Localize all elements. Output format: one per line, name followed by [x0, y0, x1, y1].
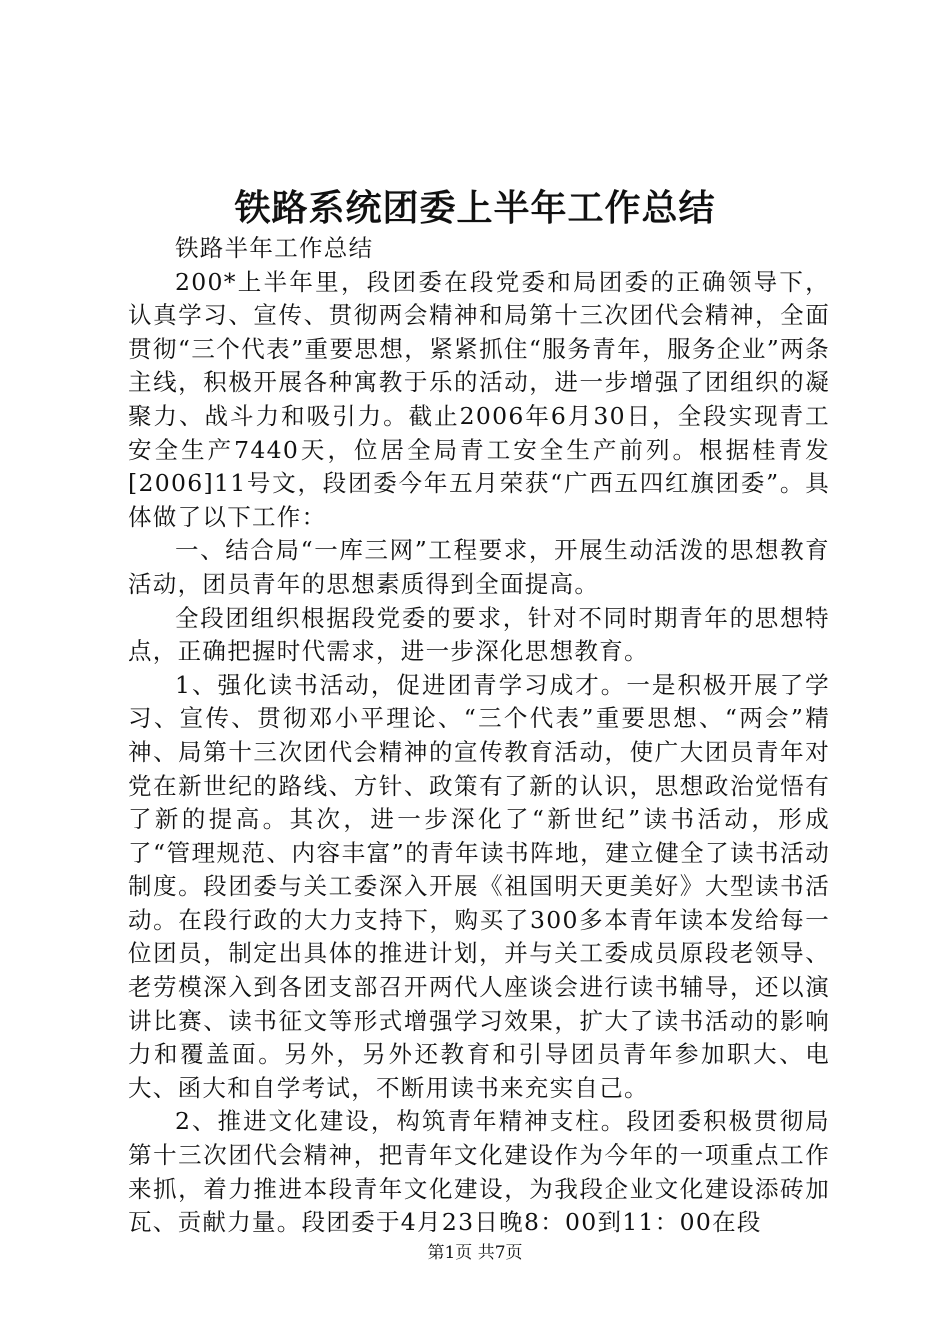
paragraph-reading-activity: 1、强化读书活动，促进团青学习成才。一是积极开展了学习、宣传、贯彻邓小平理论、“三个代表”重要思想、“两会”精神、局第十三次团代会精神的宣传教育活动，使广大团员青年对党在新世纪的路线、方针、政策有了新的认识，思想政治觉悟有了新的提高。其次，进一步深化了“新世纪”读书活动，形成了“管理规范、内容丰富”的青年读书阵地，建立健全了读书活动制度。段团委与关工委深入开展《祖国明天更美好》大型读书活动。在段行政的大力支持下，购买了300多本青年读本发给每一位团员，制定出具体的推进计划，并与关工委成员原段老领导、老劳模深入到各团支部召开两代人座谈会进行读书辅导，还以演讲比赛、读书征文等形式增强学习效果，扩大了读书活动的影响力和覆盖面。另外，另外还教育和引导团员青年参加职大、电大、函大和自学考试，不断用读书来充实自己。: [128, 670, 830, 1102]
document-title: 铁路系统团委上半年工作总结: [234, 187, 716, 229]
document-body: [128, 232, 830, 1240]
paragraph-intro: 200*上半年里，段团委在段党委和局团委的正确领导下，认真学习、宣传、贯彻两会精神和局第十三次团代会精神，全面贯彻“三个代表”重要思想，紧紧抓住“服务青年，服务企业”两条主线，积极开展各种寓教于乐的活动，进一步增强了团组织的凝聚力、战斗力和吸引力。截止2006年6月30日，全段实现青工安全生产7440天，位居全局青工安全生产前列。根据桂青发[2006]11号文，段团委今年五月荣获“广西五四红旗团委”。具体做了以下工作：: [128, 267, 830, 531]
document-subtitle: 铁路半年工作总结: [175, 234, 374, 262]
paragraph-section-one-intro: 全段团组织根据段党委的要求，针对不同时期青年的思想特点，正确把握时代需求，进一步深化思想教育。: [128, 603, 830, 666]
paragraph-culture-building: 2、推进文化建设，构筑青年精神支柱。段团委积极贯彻局第十三次团代会精神，把青年文化建设作为今年的一项重点工作来抓，着力推进本段青年文化建设，为我段企业文化建设添砖加瓦、贡献力量。段团委于4月23日晚8：00到11：00在段: [128, 1107, 830, 1237]
page-number-footer: 第1页 共7页: [427, 1243, 523, 1263]
paragraph-section-one-heading: 一、结合局“一库三网”工程要求，开展生动活泼的思想教育活动，团员青年的思想素质得到全面提高。: [128, 536, 830, 598]
